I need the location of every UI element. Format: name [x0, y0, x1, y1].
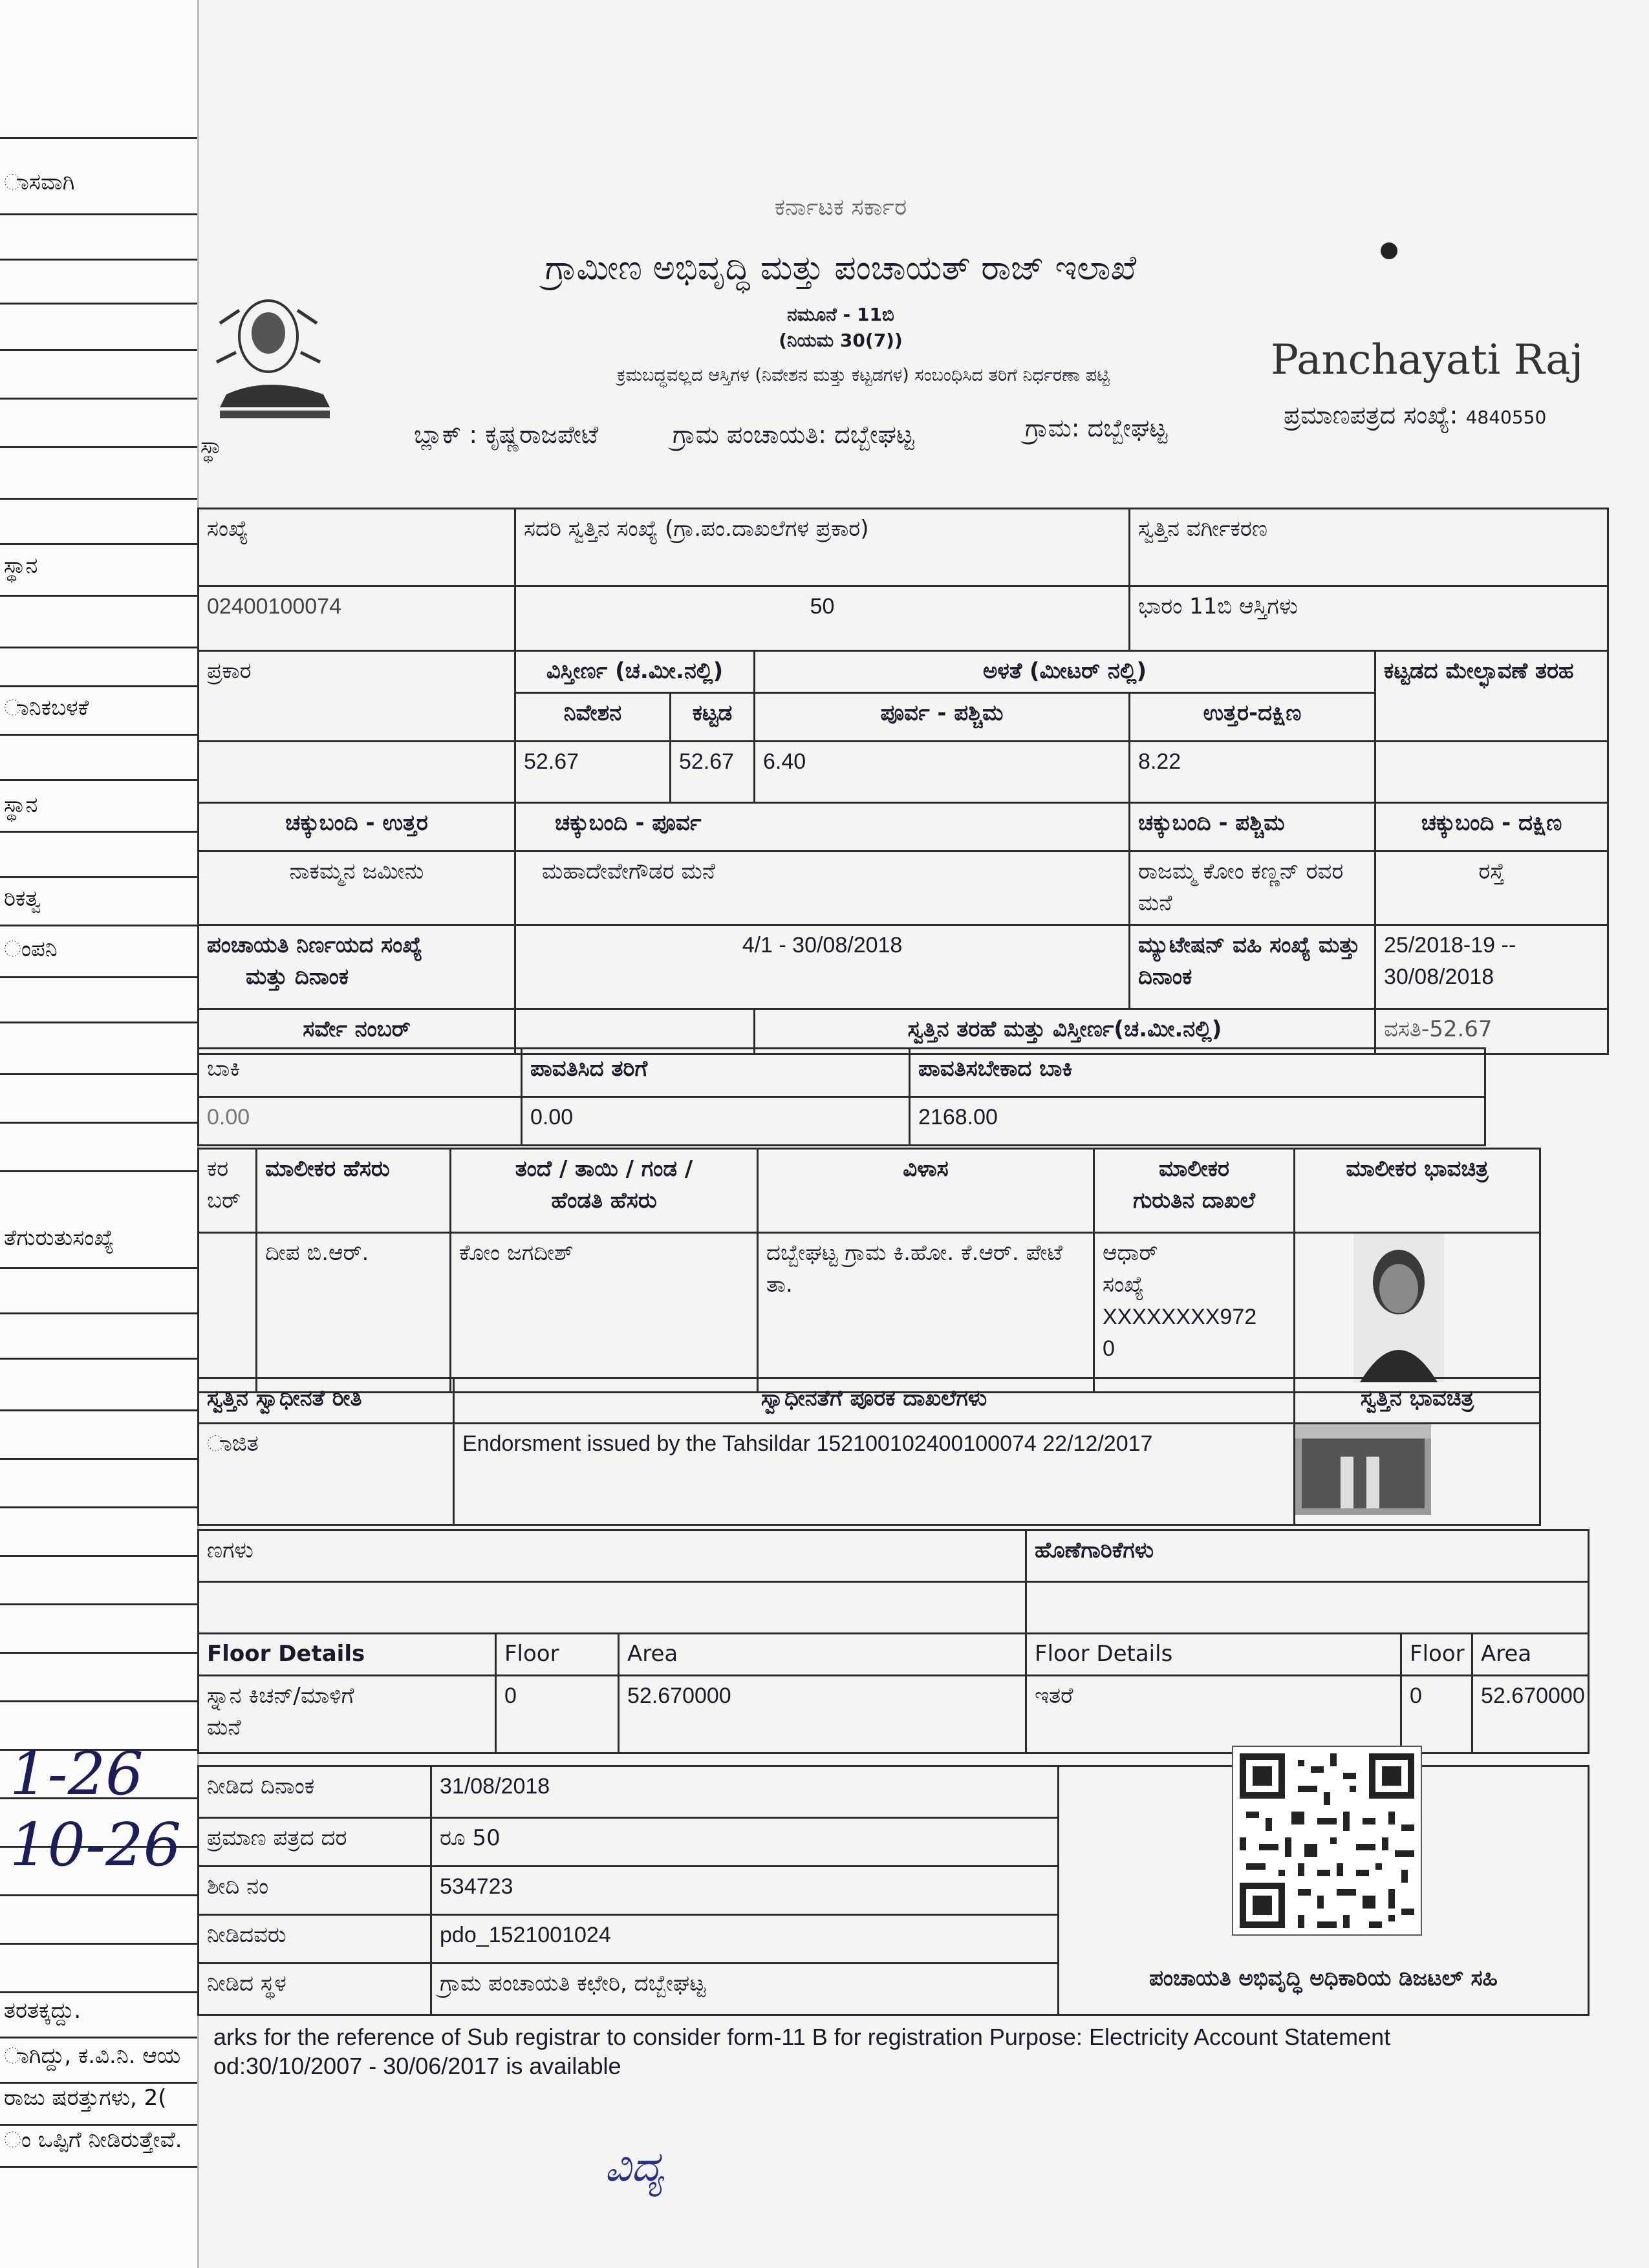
- govt-title: ಕರ್ನಾಟಕ ಸರ್ಕಾರ: [774, 194, 907, 220]
- issue-date-label: ನೀಡಿದ ದಿನಾಂಕ: [199, 1766, 431, 1818]
- south-boundary-label: ಚಕ್ಕುಬಂದಿ - ದಕ್ಷಿಣ: [1375, 803, 1608, 851]
- owner-id-label: ಮಾಲೀಕರ ಗುರುತಿನ ದಾಖಲೆ: [1094, 1149, 1295, 1233]
- area-right-label: Area: [1472, 1634, 1589, 1676]
- floor-details-left-label: Floor Details: [199, 1634, 496, 1676]
- digital-signature-label: ಪಂಚಾಯತಿ ಅಭಿವೃದ್ಧಿ ಅಧಿಕಾರಿಯ ಡಿಜಟಲ್ ಸಹಿ: [1149, 1965, 1498, 1991]
- strip-text-10: ರಾಜು ಷರತ್ತುಗಳು, 2(: [4, 2085, 167, 2111]
- classification-label: ಸ್ವತ್ತಿನ ವರ್ಗೀಕರಣ: [1130, 509, 1608, 586]
- fee-label: ಪ್ರಮಾಣ ಪತ್ರದ ದರ: [199, 1818, 431, 1867]
- kattada-value: 52.67: [671, 742, 755, 803]
- sadari-number-value: 50: [515, 586, 1130, 651]
- relation-name-value: ಕೋಂ ಜಗದೀಶ್: [451, 1233, 758, 1393]
- receipt-value: 534723: [431, 1867, 1059, 1915]
- owner-photo-label: ಮಾಲೀಕರ ಭಾವಚಿತ್ರ: [1295, 1149, 1540, 1233]
- north-south-value: 8.22: [1130, 742, 1375, 803]
- issue-place-label: ನೀಡಿದ ಸ್ಥಳ: [199, 1963, 431, 2015]
- remarks-line-1: arks for the reference of Sub registrar to consider form-11 B for registration Purpose: Electricity Account Statement: [213, 2024, 1391, 2050]
- owner-photo-cell: [1295, 1233, 1540, 1393]
- strip-text-4: ಸ್ಥಾನ: [4, 792, 38, 818]
- handwritten-initials: ವಿದ್ಯ: [605, 2143, 664, 2191]
- alate-header: ಅಳತೆ (ಮೀಟರ್ ನಲ್ಲಿ): [755, 651, 1375, 693]
- issued-by-label: ನೀಡಿದವರು: [199, 1915, 431, 1963]
- owner-photo: [1353, 1234, 1444, 1382]
- area-left-label: Area: [619, 1634, 1026, 1676]
- owner-col0-label: ಕರ ಬರ್: [199, 1149, 257, 1233]
- floor-right-label: Floor: [1401, 1634, 1472, 1676]
- fee-value: ರೂ 50: [431, 1818, 1059, 1867]
- strip-text-6: ಂಪನಿ: [4, 936, 58, 962]
- issue-place-value: ಗ್ರಾಮ ಪಂಚಾಯತಿ ಕಛೇರಿ, ದಬ್ಬೇಘಟ್ಟ: [431, 1963, 1059, 2015]
- ink-dot: [1381, 242, 1397, 259]
- nivesana-value: 52.67: [515, 742, 671, 803]
- village-name: ಗ್ರಾಮ: ದಬ್ಬೇಘಟ್ಟ: [1025, 414, 1168, 442]
- east-boundary-value: ಮಹಾದೇವೇಗೌಡರ ಮನೆ: [515, 851, 1130, 925]
- nivesana-header: ನಿವೇಶನ: [515, 693, 671, 742]
- liabilities-label: ಹೊಣೆಗಾರಿಕೆಗಳು: [1026, 1530, 1589, 1582]
- area-right-value: 52.670000: [1472, 1676, 1589, 1753]
- owner-name-value: ದೀಪ ಬಿ.ಆರ್.: [257, 1233, 451, 1393]
- left-overlapping-sheet: [0, 0, 199, 2268]
- strip-text-2: ಸ್ಥಾನ: [4, 553, 38, 579]
- liabilities-value: [1026, 1582, 1589, 1634]
- owner-table: [197, 1148, 1541, 1393]
- possession-type-value: ಾಜಿತ: [199, 1424, 454, 1525]
- possession-docs-label: ಸ್ವಾಧೀನತೆಗೆ ಪೂರಕ ದಾಖಲೆಗಳು: [454, 1378, 1295, 1424]
- property-id-label: ಸಂಖ್ಯೆ: [199, 509, 515, 586]
- west-boundary-label: ಚಕ್ಕುಬಂದಿ - ಪಶ್ಚಿಮ: [1130, 803, 1375, 851]
- handwritten-note-1: 1-26: [10, 1739, 144, 1808]
- paid-tax-label: ಪಾವತಿಸಿದ ತರಿಗೆ: [522, 1049, 910, 1097]
- resolution-value: 4/1 - 30/08/2018: [515, 925, 1130, 1009]
- classification-value: ಭಾರಂ 11ಬಿ ಆಸ್ತಿಗಳು: [1130, 586, 1608, 651]
- west-boundary-value: ರಾಜಮ್ಮ ಕೋಂ ಕಣ್ಣನ್ ರವರ ಮನೆ: [1130, 851, 1375, 925]
- issued-by-value: pdo_1521001024: [431, 1915, 1059, 1963]
- mutation-label: ಮ್ಯುಟೇಷನ್ ವಹಿ ಸಂಖ್ಯೆ ಮತ್ತು ದಿನಾಂಕ: [1130, 925, 1375, 1009]
- strip-text-8: ತರತಕ್ಕದ್ದು.: [4, 1998, 81, 2024]
- arrears-value: 0.00: [199, 1097, 522, 1146]
- north-boundary-label: ಚಕ್ಕುಬಂದಿ - ಉತ್ತರ: [199, 803, 515, 851]
- form-number: ನಮೂನೆ - 11ಬಿ: [787, 304, 894, 325]
- type-value: [199, 742, 515, 803]
- remarks-line-2: od:30/10/2007 - 30/06/2017 is available: [213, 2053, 621, 2079]
- liabilities-left-value: [199, 1582, 1026, 1634]
- strip-text-3: ಾನಿಕಬಳಕೆ: [4, 695, 89, 721]
- block-name: ಬ್ಲಾಕ್ : ಕೃಷ್ಣರಾಜಪೇಟೆ: [414, 420, 599, 449]
- floor-right-desc: ಇತರೆ: [1026, 1676, 1401, 1753]
- possession-docs-value: Endorsment issued by the Tahsildar 152100102400100074 22/12/2017: [454, 1424, 1295, 1525]
- gram-panchayat-name: ಗ್ರಾಮ ಪಂಚಾಯತಿ: ದಬ್ಬೇಘಟ್ಟ: [673, 420, 914, 449]
- east-boundary-label: ಚಕ್ಕುಬಂದಿ - ಪೂರ್ವ: [515, 803, 1130, 851]
- liabilities-left-label: ಣಗಳು: [199, 1530, 1026, 1582]
- property-type-area-value: ವಸತಿ-52.67: [1375, 1009, 1608, 1054]
- floor-details-right-label: Floor Details: [1026, 1634, 1401, 1676]
- east-west-value: 6.40: [755, 742, 1130, 803]
- roof-type-value: [1375, 742, 1608, 803]
- possession-table: [197, 1377, 1541, 1526]
- certificate-number: 4840550: [1465, 407, 1547, 428]
- property-id-value: 02400100074: [199, 586, 515, 651]
- strip-text-5: ರಿಕತ್ವ: [4, 886, 41, 912]
- property-photo: [1295, 1424, 1431, 1515]
- department-title: ಗ್ರಾಮೀಣ ಅಭಿವೃದ್ಧಿ ಮತ್ತು ಪಂಚಾಯತ್ ರಾಜ್ ಇಲಾಖೆ: [544, 249, 1137, 288]
- floor-left-desc: ಸ್ನಾನ ಕಿಚನ್/ಮಾಳಿಗೆ ಮನೆ: [199, 1676, 496, 1753]
- arrears-label: ಬಾಕಿ: [199, 1049, 522, 1097]
- left-fragment: ಸ್ಥಾ: [200, 433, 222, 459]
- owner-name-label: ಮಾಲೀಕರ ಹೆಸರು: [257, 1149, 451, 1233]
- south-boundary-value: ರಸ್ತೆ: [1375, 851, 1608, 925]
- east-west-header: ಪೂರ್ವ - ಪಶ್ಚಿಮ: [755, 693, 1130, 742]
- panchayati-raj-stamp: Panchayati Raj: [1271, 336, 1584, 384]
- north-south-header: ಉತ್ತರ-ದಕ್ಷಿಣ: [1130, 693, 1375, 742]
- property-photo-cell: [1295, 1424, 1540, 1525]
- issue-date-value: 31/08/2018: [431, 1766, 1059, 1818]
- receipt-label: ಶೀದಿ ನಂ: [199, 1867, 431, 1915]
- strip-text-11: ಂ ಒಪ್ಪಿಗೆ ನೀಡಿರುತ್ತೇವೆ.: [4, 2127, 182, 2153]
- floor-left-label: Floor: [496, 1634, 619, 1676]
- address-value: ದಬ್ಬೇಘಟ್ಟ ಗ್ರಾಮ ಕಿ.ಹೋ. ಕೆ.ಆರ್. ಪೇಟೆ ತಾ.: [758, 1233, 1094, 1393]
- form-subtitle: ಕ್ರಮಬದ್ಧವಲ್ಲದ ಆಸ್ತಿಗಳ (ನಿವೇಶನ ಮತ್ತು ಕಟ್ಟಡಗಳ) ಸಂಬಂಧಿಸಿದ ತರಿಗೆ ನಿರ್ಧರಣಾ ಪಟ್ಟಿ: [617, 365, 1110, 385]
- resolution-label: ಪಂಚಾಯತಿ ನಿರ್ಣಯದ ಸಂಖ್ಯೆ ಮತ್ತು ದಿನಾಂಕ: [199, 925, 515, 1009]
- vistirna-header: ವಿಸ್ತೀರ್ಣ (ಚ.ಮೀ.ನಲ್ಲಿ): [515, 651, 755, 693]
- kattada-header: ಕಟ್ಟಡ: [671, 693, 755, 742]
- type-label: ಪ್ರಕಾರ: [199, 651, 515, 742]
- paid-tax-value: 0.00: [522, 1097, 910, 1146]
- area-left-value: 52.670000: [619, 1676, 1026, 1753]
- strip-text-9: ಾಗಿದ್ದು, ಕ.ವಿ.ನಿ. ಆಯ: [4, 2043, 181, 2069]
- owner-id-value: ಆಧಾರ್ ಸಂಖ್ಯೆ XXXXXXXX972 0: [1094, 1233, 1295, 1393]
- floor-left-value: 0: [496, 1676, 619, 1753]
- owner-col0-value: [199, 1233, 257, 1393]
- floor-right-value: 0: [1401, 1676, 1472, 1753]
- property-photo-label: ಸ್ವತ್ತಿನ ಭಾವಚಿತ್ರ: [1295, 1378, 1540, 1424]
- mutation-value: 25/2018-19 -- 30/08/2018: [1375, 925, 1608, 1009]
- north-boundary-value: ನಾಕಮ್ಮನ ಜಮೀನು: [199, 851, 515, 925]
- karnataka-emblem-icon: [207, 284, 349, 427]
- property-type-area-label: ಸ್ವತ್ತಿನ ತರಹೆ ಮತ್ತು ವಿಸ್ತೀರ್ಣ(ಚ.ಮೀ.ನಲ್ಲಿ): [755, 1009, 1375, 1054]
- due-balance-label: ಪಾವತಿಸಬೇಕಾದ ಬಾಕಿ: [910, 1049, 1485, 1097]
- due-balance-value: 2168.00: [910, 1097, 1485, 1146]
- handwritten-note-2: 10-26: [10, 1810, 182, 1879]
- strip-text-7: ತೆಗುರುತುಸಂಖ್ಯೆ: [4, 1225, 114, 1251]
- strip-text-1: ಾಸವಾಗಿ: [4, 169, 75, 195]
- relation-name-label: ತಂದೆ / ತಾಯಿ / ಗಂಡ / ಹೆಂಡತಿ ಹೆಸರು: [451, 1149, 758, 1233]
- property-assessment-table: [197, 508, 1609, 1055]
- sadari-number-label: ಸದರಿ ಸ್ವತ್ತಿನ ಸಂಖ್ಯೆ (ಗ್ರಾ.ಪಂ.ದಾಖಲೆಗಳ ಪ್ರಕಾರ): [515, 509, 1130, 586]
- survey-number-label: ಸರ್ವೇ ನಂಬರ್: [199, 1009, 515, 1054]
- certificate-label: ಪ್ರಮಾಣಪತ್ರದ ಸಂಖ್ಯೆ: 4840550: [1284, 401, 1547, 429]
- qr-code-icon: [1232, 1746, 1422, 1936]
- rule-number: (ನಿಯಮ 30(7)): [779, 330, 903, 351]
- tax-table: [197, 1047, 1486, 1146]
- address-label: ವಿಳಾಸ: [758, 1149, 1094, 1233]
- roof-type-header: ಕಟ್ಟಡದ ಮೇಲ್ಛಾವಣೆ ತರಹ: [1375, 651, 1608, 742]
- possession-type-label: ಸ್ವತ್ತಿನ ಸ್ವಾಧೀನತೆ ರೀತಿ: [199, 1378, 454, 1424]
- liabilities-floors-table: [197, 1529, 1590, 1754]
